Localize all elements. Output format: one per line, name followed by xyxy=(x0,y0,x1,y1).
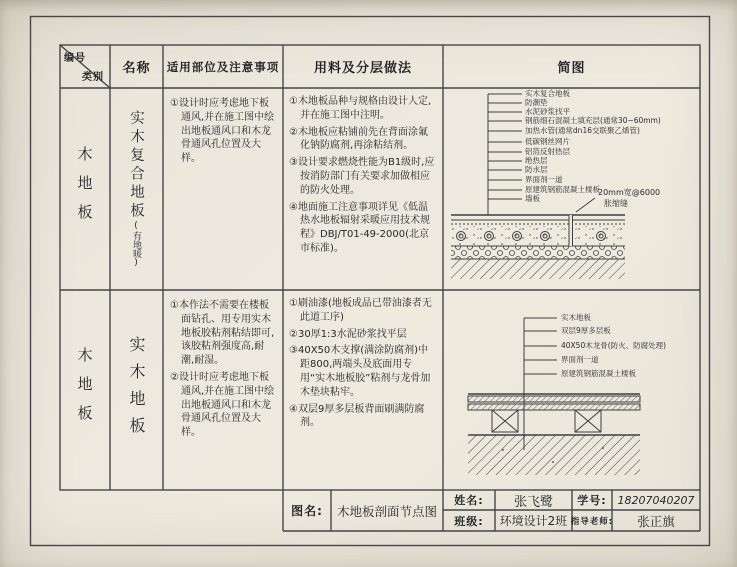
teacher-value: 张正旗 xyxy=(637,513,675,529)
layer-label: 界面剂一道 xyxy=(525,175,563,184)
header-corner-category: 类别 xyxy=(82,72,104,83)
layer-label: 绝热层 xyxy=(525,156,548,165)
layer-label: 原建筑钢筋混凝土楼板 xyxy=(525,185,600,194)
row2-materials-cell xyxy=(283,290,443,490)
layer-label: 原建筑钢筋混凝土楼板 xyxy=(561,369,636,378)
material-paragraph: ①刷油漆(地板成品已带油漆者无此道工序) xyxy=(289,298,432,323)
layer-label: 加热水管(通常dn16交联聚乙烯管) xyxy=(525,126,640,135)
student-id-value: 18207040207 xyxy=(617,493,695,507)
header-name: 名称 xyxy=(122,61,151,76)
layer-label: 防潮垫 xyxy=(525,98,548,107)
row1-diagram xyxy=(443,88,700,290)
layer-label: 实木复合地板 xyxy=(525,89,570,98)
class-value: 环境设计2班 xyxy=(499,514,568,528)
row1-materials-cell xyxy=(283,88,443,290)
row1-name-note: (有地暖) xyxy=(131,221,141,268)
layer-label: 实木地板 xyxy=(561,313,591,322)
material-paragraph: ④地面施工注意事项详见《低温热水地板辐射采暖应用技术规程》DBJ/T01-49-2000(北京市标准)。 xyxy=(289,201,430,254)
student-id-label: 学号: xyxy=(577,494,607,507)
row2-diagram xyxy=(443,290,700,490)
expansion-joint-note: 胀缩缝 xyxy=(604,199,628,208)
row1-name: 实木复合地板 xyxy=(128,110,144,221)
row2-name-cell xyxy=(110,290,163,490)
note-paragraph: ①本作法不需要在楼板面钻孔、用专用实木地板胶粘剂粘结即可,该胶粘剂强度高,耐潮,耐湿。 xyxy=(170,300,275,367)
student-name-label: 姓名: xyxy=(454,494,484,507)
material-paragraph: ②30厚1:3水泥砂浆找平层 xyxy=(289,328,407,340)
layer-label: 低碳钢丝网片 xyxy=(525,137,570,146)
material-paragraph: ③设计要求燃烧性能为B1级时,应按消防部门有关要求加做相应的防火处理。 xyxy=(289,157,435,196)
header-corner-number: 编号 xyxy=(64,53,86,64)
row1-notes-cell xyxy=(163,88,283,290)
header-materials: 用料及分层做法 xyxy=(313,61,412,76)
row2-name: 实木地板 xyxy=(127,336,146,444)
student-name-value: 张飞鹭 xyxy=(513,494,553,510)
note-paragraph: ①设计时应考虑地下板通风,并在施工图中绘出地板通风口和木龙骨通风孔位置及大样。 xyxy=(170,98,275,165)
expansion-joint-note: 20mm宽@6000 xyxy=(598,188,661,197)
material-paragraph: ①木地板品种与规格由设计人定,并在施工图中注明。 xyxy=(289,96,432,121)
layer-label: 界面剂一道 xyxy=(561,355,599,364)
header-usage: 适用部位及注意事项 xyxy=(166,59,280,74)
drawing-name-value: 木地板剖面节点图 xyxy=(336,503,437,519)
layer-label: 水泥砂浆找平 xyxy=(525,107,570,116)
layer-label: 40X50木龙骨(防火、防腐处理) xyxy=(561,341,667,350)
material-paragraph: ③40X50木支撑(满涂防腐剂)中距800,两端头及底面用专用“实木地板胶”粘剂与龙骨加木垫块粘牢。 xyxy=(289,345,431,398)
row1-category-cell xyxy=(60,88,110,290)
row1-name-cell xyxy=(110,88,163,290)
row1-category: 木地板 xyxy=(75,145,94,233)
class-label: 班级: xyxy=(454,514,484,528)
row2-notes-cell xyxy=(163,290,283,490)
material-paragraph: ②木地板应粘铺前先在背面涂氟化钠防腐剂,再涂粘结剂。 xyxy=(289,126,428,152)
layer-label: 双层9厚多层板 xyxy=(561,326,611,335)
material-paragraph: ④双层9厚多层板背面刷满防腐剂。 xyxy=(289,403,425,429)
teacher-label: 指导老师: xyxy=(570,516,614,527)
layer-label: 防水层 xyxy=(525,165,548,174)
header-diagram: 简图 xyxy=(557,61,586,76)
layer-label: 钢筋细石混凝土填充层(通常30~60mm) xyxy=(525,116,661,125)
row2-category-cell xyxy=(60,290,110,490)
row2-category: 木地板 xyxy=(75,346,94,434)
drawing-name-label: 图名: xyxy=(291,504,323,518)
note-paragraph: ②设计时应考虑地下板通风,并在施工图中绘出地板通风口和木龙骨通风孔位置及大样。 xyxy=(170,371,275,439)
layer-label: 墙板 xyxy=(525,194,540,203)
layer-label: 铝箔反射热层 xyxy=(525,147,570,156)
